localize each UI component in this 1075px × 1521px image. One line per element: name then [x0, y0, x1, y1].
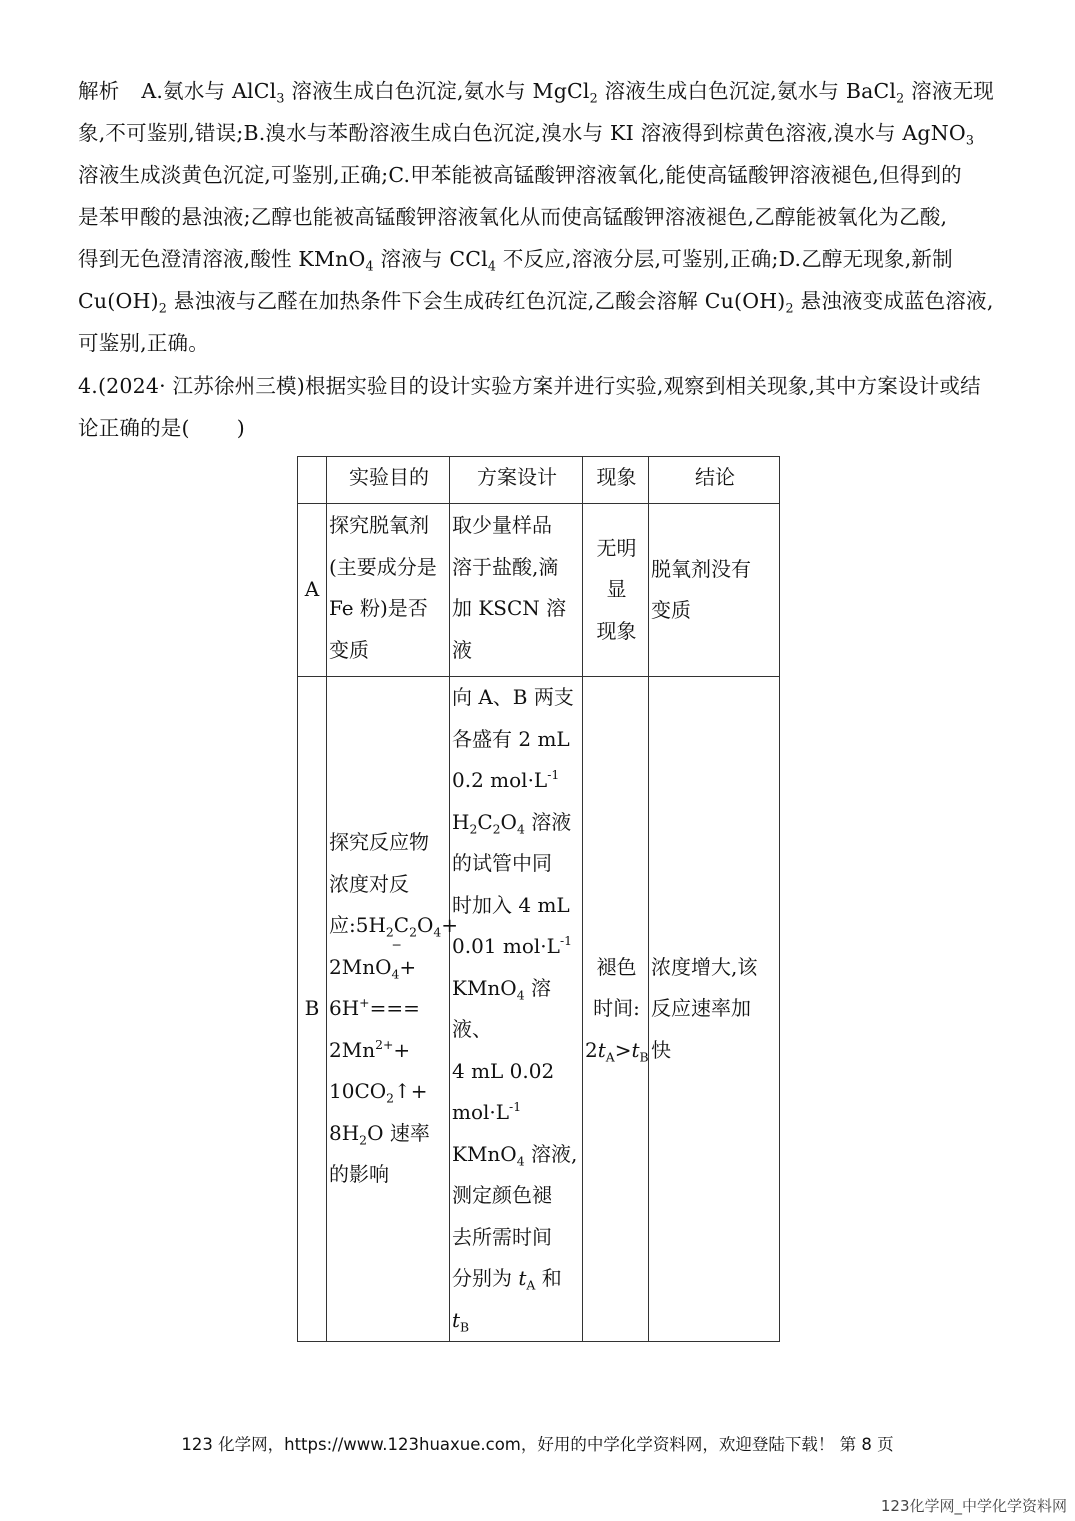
cell-line: 液、	[452, 1017, 492, 1041]
analysis-line-1: 解析 A.氨水与 AlCl$_3$ 溶液生成白色沉淀,氨水与 MgCl$_2$ 溶液生成白色沉淀,氨水与 BaCl$_2$ 溶液无现	[78, 79, 994, 106]
row-b-label: B	[298, 677, 327, 1342]
analysis-line-7: 可鉴别,正确。	[78, 331, 209, 355]
analysis-paragraph	[78, 70, 1003, 364]
cell-line: 探究反应物	[329, 830, 429, 855]
cell-line: 取少量样品	[452, 513, 552, 537]
cell-line: 快	[651, 1037, 671, 1062]
question-line-1: 4.(2024· 江苏徐州三模)根据实验目的设计实验方案并进行实验,观察到相关现象,其中方案设计或结	[78, 374, 981, 398]
table-row-a	[298, 504, 780, 677]
cell-line: 应$:5H_2C_2O_4+$	[329, 913, 459, 940]
cell-line: 4 mL 0.02	[452, 1058, 555, 1083]
row-b-phenomenon	[583, 677, 649, 1342]
cell-line: 液	[452, 637, 472, 662]
row-a-purpose	[327, 504, 450, 677]
cell-line: $8H_2O$ 速率	[329, 1120, 430, 1148]
cell-line: KMnO$_4$ 溶液,	[452, 1141, 578, 1168]
analysis-line-2: 象,不可鉴别,错误;B.溴水与苯酚溶液生成白色沉淀,溴水与 KI 溶液得到棕黄色溶液,溴水与 AgNO$_3$	[78, 121, 975, 148]
cell-line: 脱氧剂没有	[651, 556, 751, 581]
row-a-design	[450, 504, 583, 677]
header-cell-empty	[298, 457, 327, 504]
cell-line: 0.01 $mol\cdot L^{-1}$	[452, 932, 573, 958]
question-line-2: 论正确的是( )	[78, 416, 245, 440]
experiment-table	[297, 456, 780, 1342]
cell-line: Fe 粉)是否	[329, 596, 428, 620]
cell-line: 探究脱氧剂	[329, 513, 429, 537]
analysis-label: 解析	[78, 79, 120, 103]
cell-line: 溶于盐酸,滴	[452, 554, 559, 579]
header-phenomenon: 现象	[583, 457, 649, 504]
cell-line: 无明	[596, 535, 637, 560]
cell-line: 变质	[329, 637, 369, 662]
cell-line: 向 A、B 两支	[452, 685, 574, 709]
cell-line: 浓度增大,该	[651, 954, 758, 979]
cell-line: 显	[606, 577, 627, 602]
analysis-line-6: $Cu(OH)_2$ 悬浊液与乙醛在加热条件下会生成砖红色沉淀,乙酸会溶解 $Cu(OH)_2$ 悬浊液变成蓝色溶液,	[78, 289, 994, 316]
row-a-label: A	[298, 504, 327, 677]
table-header-row	[298, 457, 780, 504]
cell-line: $t_B$	[452, 1307, 470, 1334]
header-design: 方案设计	[450, 457, 583, 504]
question-paragraph	[78, 365, 1003, 449]
table-row-b	[298, 677, 780, 1342]
cell-line: $2t_A>t_B$	[585, 1037, 649, 1065]
analysis-line-4: 是苯甲酸的悬浊液;乙醇也能被高锰酸钾溶液氧化从而使高锰酸钾溶液褪色,乙醇能被氧化为乙酸,	[78, 205, 948, 229]
cell-line: 的试管中同	[452, 851, 552, 875]
header-purpose: 实验目的	[327, 457, 450, 504]
cell-line: 时加入 4 mL	[452, 892, 570, 917]
row-a-phenomenon	[583, 504, 649, 677]
cell-line: $10CO_2↑+$	[329, 1079, 428, 1106]
cell-line: 浓度对反	[329, 871, 409, 896]
cell-line: 现象	[596, 618, 637, 643]
analysis-line-3: 溶液生成淡黄色沉淀,可鉴别,正确;C.甲苯能被高锰酸钾溶液氧化,能使高锰酸钾溶液褪色,但得到的	[78, 163, 962, 187]
header-conclusion: 结论	[649, 457, 780, 504]
cell-line: 褪色	[596, 954, 637, 979]
watermark-text: 123化学网_中学化学资料网	[880, 1497, 1067, 1515]
row-b-design	[450, 677, 583, 1342]
cell-line: 加 KSCN 溶	[452, 596, 567, 620]
row-a-conclusion	[649, 504, 780, 677]
cell-line: 2MnO − $_4$+	[329, 936, 417, 982]
cell-line: 0.2 $mol\cdot L^{-1}$	[452, 766, 560, 792]
cell-line: (主要成分是	[329, 554, 437, 579]
cell-line: 测定颜色褪	[452, 1183, 552, 1207]
row-b-purpose	[327, 677, 459, 1342]
cell-line: 各盛有 2 mL	[452, 726, 570, 751]
cell-line: 变质	[651, 598, 691, 622]
analysis-line-5: 得到无色澄清溶液,酸性 KMnO$_4$ 溶液与 CCl$_4$ 不反应,溶液分层,可鉴别,正确;D.乙醇无现象,新制	[78, 247, 953, 274]
cell-line: 反应速率加	[651, 996, 751, 1021]
cell-line: 的影响	[329, 1162, 389, 1187]
cell-line: 去所需时间	[452, 1224, 552, 1249]
cell-line: 6H+===	[329, 995, 420, 1021]
cell-line: 分别为 $t_A$ 和	[452, 1266, 562, 1293]
row-b-conclusion	[649, 677, 780, 1342]
cell-line: 时间:	[593, 996, 640, 1021]
cell-line: $mol\cdot L^{-1}$	[452, 1098, 522, 1124]
cell-line: KMnO$_4$ 溶	[452, 975, 551, 1002]
page-footer: 123 化学网，https://www.123huaxue.com，好用的中学化学资料网，欢迎登陆下载！ 第 8 页	[181, 1435, 894, 1454]
cell-line: $H_2C_2O_4$ 溶液	[452, 809, 572, 836]
cell-line: $2Mn^{2+}+$	[329, 1036, 411, 1062]
